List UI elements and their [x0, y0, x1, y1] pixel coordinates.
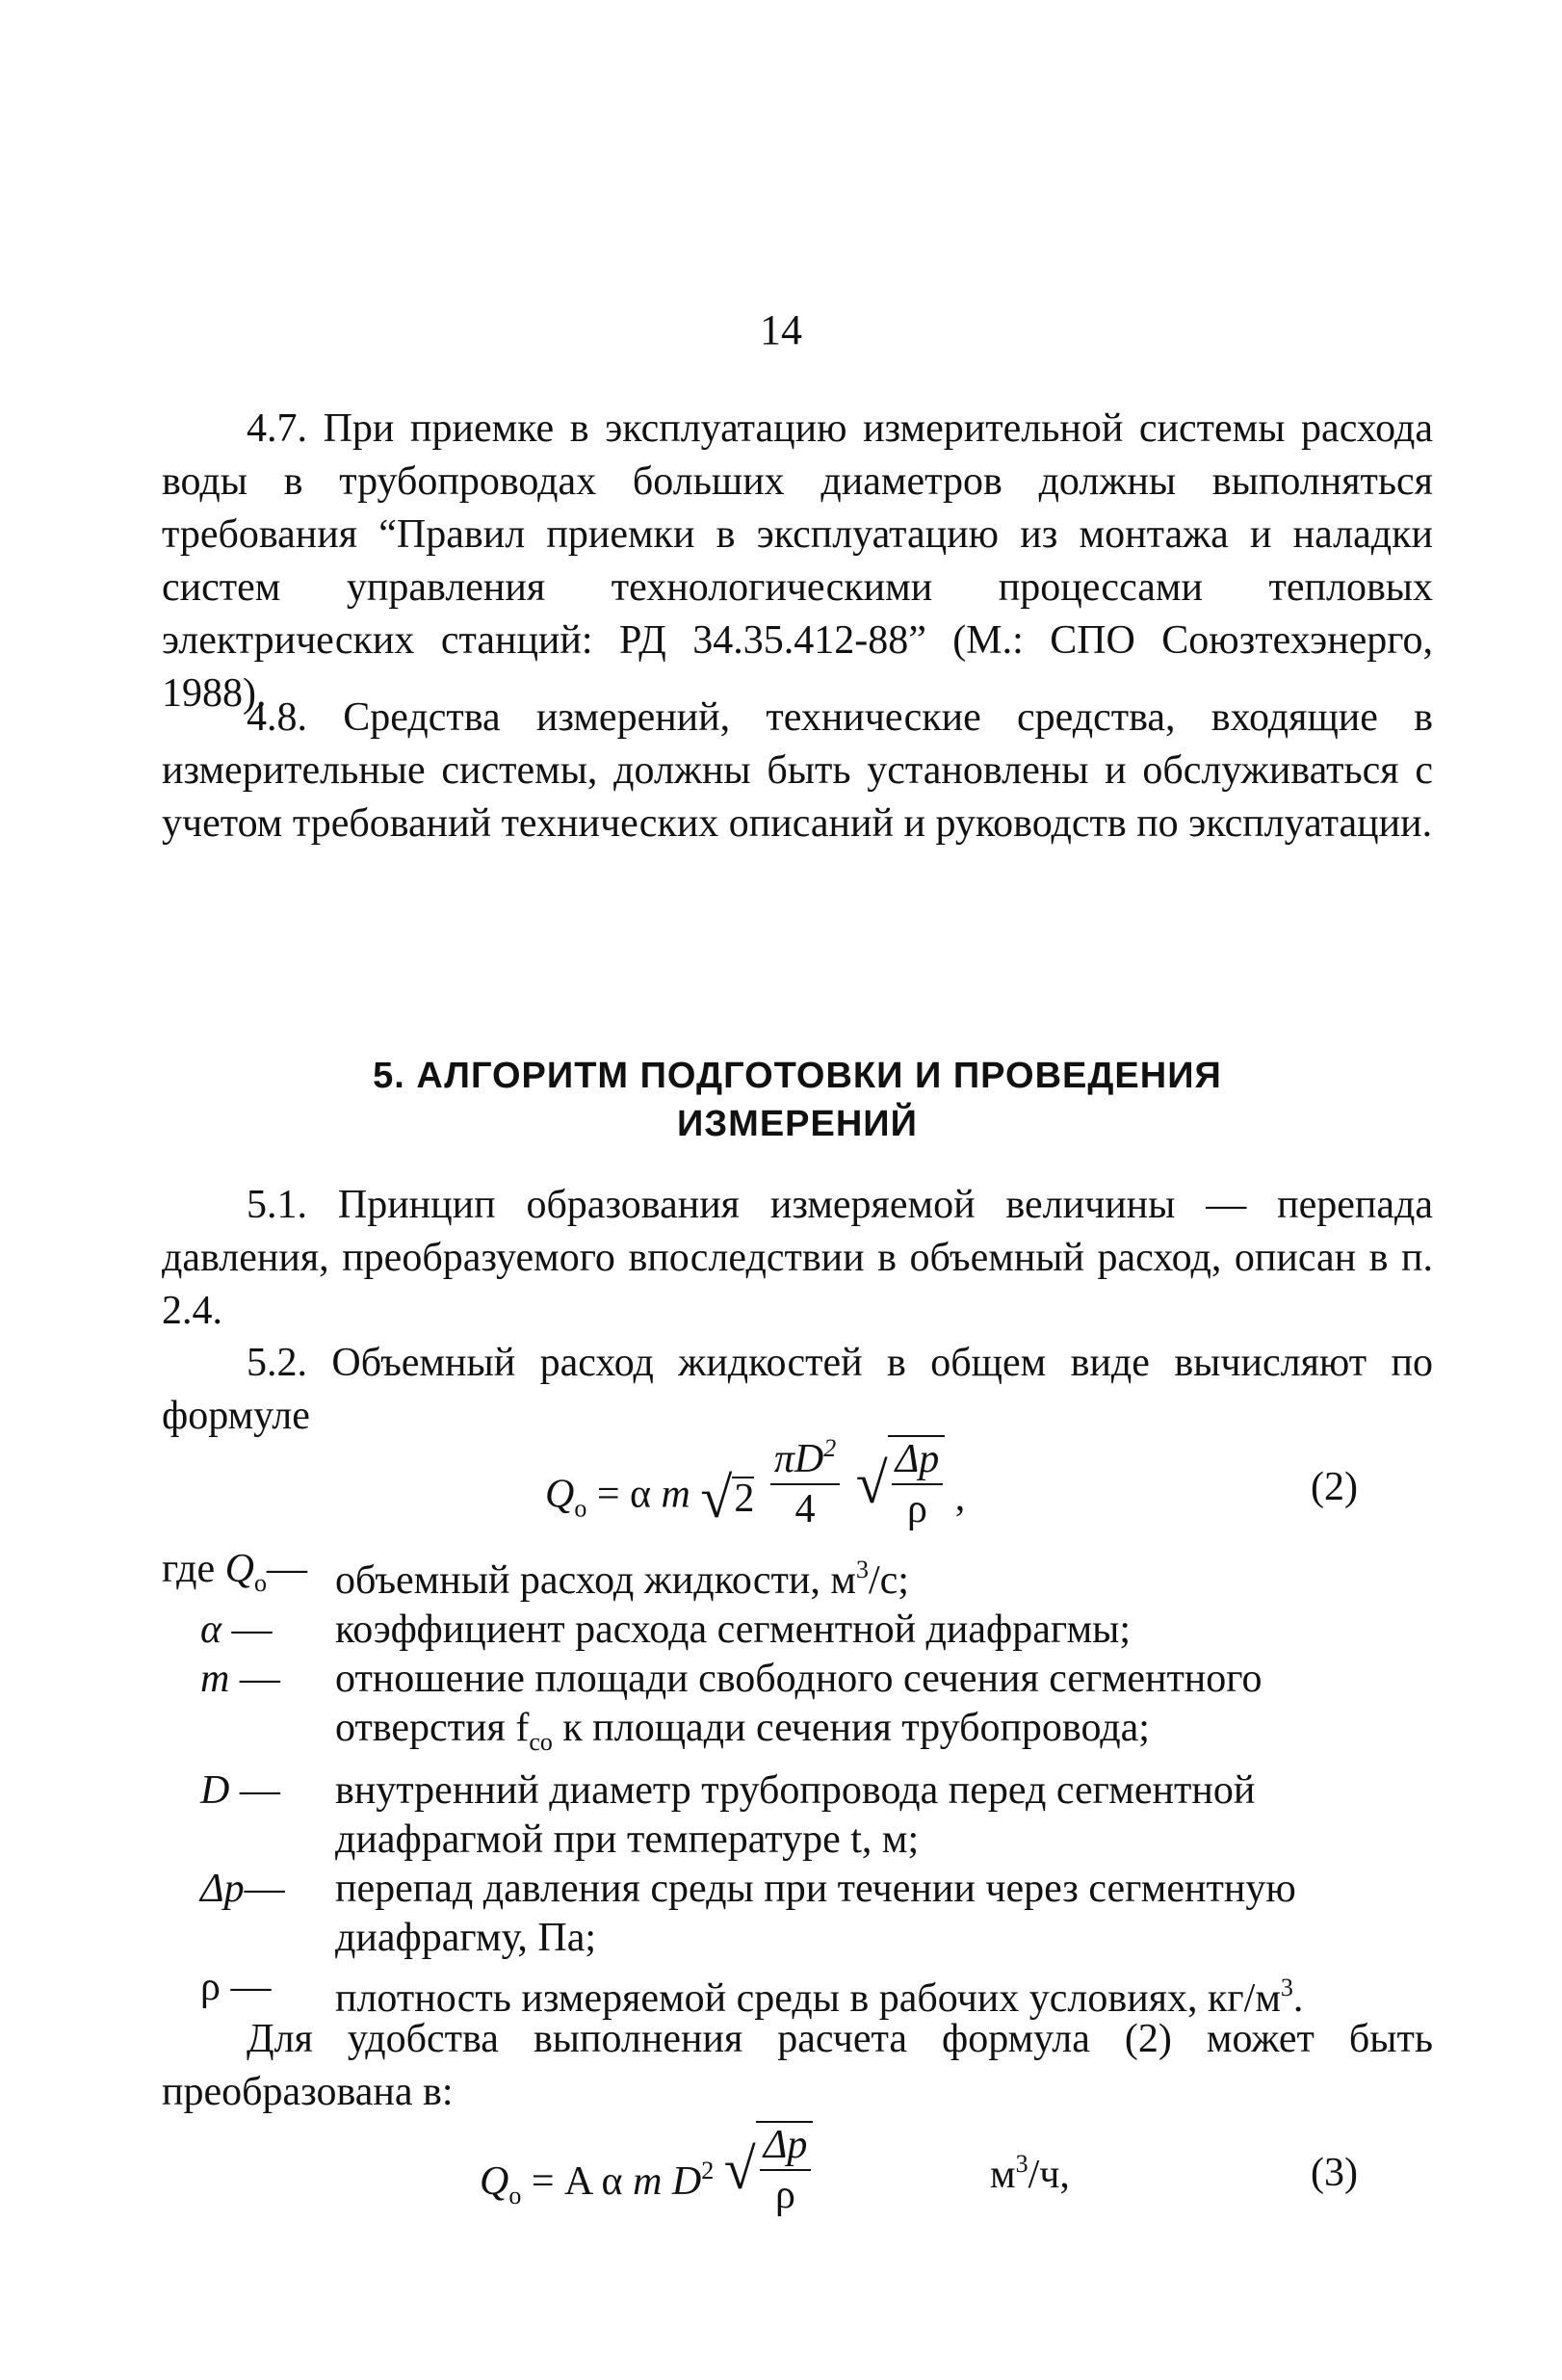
definition-dp-continued: [162, 1914, 1452, 1963]
symbol-definitions: [162, 1545, 1452, 2024]
definition-dash: —: [239, 1657, 280, 1701]
definition-m: [162, 1655, 1452, 1704]
formula-symbol-m: m: [633, 2159, 663, 2205]
definition-symbol: [200, 1865, 335, 1914]
definition-continuation: диафрагмой при температуре t, м;: [335, 1818, 920, 1862]
formula-sqrt-fraction: [856, 1435, 946, 1531]
formula-number: (3): [1311, 2151, 1358, 2195]
heading-line-2: ИЗМЕРЕНИЙ: [677, 1104, 918, 1144]
fraction-denominator: 4: [794, 1487, 816, 1532]
paragraph-text: 4.8. Средства измерений, технические средства, входящие в измерительные системы, должны быть установлены и обслуживаться с учетом требований технических описаний и руководств по эксплуатации.: [162, 695, 1433, 846]
definition-symbol: [200, 1655, 325, 1704]
definition-symbol: [200, 1766, 325, 1816]
definition-main: объемный расход жидкости, м: [335, 1558, 856, 1603]
definition-sup: 3: [1280, 1974, 1293, 2001]
definition-sup: 3: [855, 1556, 869, 1583]
formula-2-expression: [545, 1435, 965, 1531]
unit-sup: 3: [1015, 2150, 1028, 2178]
paragraph-4-7: [162, 403, 1433, 720]
definition-m-continued: [162, 1704, 1452, 1766]
symbol-text: α: [200, 1608, 222, 1652]
definition-text: отношение площади свободного сечения сегментного: [335, 1657, 1263, 1701]
formula-symbol-q: Q: [480, 2159, 509, 2205]
radicand-fraction: [760, 2123, 812, 2217]
paragraph-text: 4.7. При приемке в эксплуатацию измерительной системы расхода воды в трубопроводах больших диаметров должны выполняться требования “Правил приемки в эксплуатацию из монтажа и наладки систем управления технологическими процессами тепловых электрических станций: РД 34.35.412-88” (М.: СПО Союзтехэнерго, 1988).: [162, 406, 1433, 716]
paragraph-5-2: [162, 1337, 1433, 1443]
unit-end: /ч,: [1028, 2153, 1070, 2197]
definition-dp: [162, 1865, 1452, 1914]
definition-continuation: диафрагму, Па;: [335, 1916, 597, 1960]
formula-number: (2): [1311, 1465, 1358, 1509]
formula-subscript: о: [508, 2182, 522, 2210]
page-number: 14: [760, 306, 802, 353]
formula-sqrt-fraction: [724, 2121, 814, 2217]
section-heading: [162, 1052, 1433, 1148]
formula-3: [162, 2121, 1433, 2227]
radicand-fraction: [892, 1437, 944, 1531]
radical-sign: √: [700, 1466, 733, 1530]
definition-dash: —: [244, 1867, 285, 1911]
formula-equals-alpha: = α: [596, 1472, 652, 1517]
radicand: [888, 1435, 946, 1531]
symbol-text: D: [200, 1768, 230, 1813]
radical-sign: √: [723, 2137, 756, 2202]
continuation-text: отверстия f: [335, 1706, 530, 1750]
definition-symbol: [200, 1963, 325, 2012]
numerator-sup: 2: [823, 1434, 837, 1462]
definition-main: плотность измеряемой среды в рабочих условиях, кг/м: [335, 1976, 1281, 2021]
definition-symbol-wrap: [200, 1606, 325, 1655]
formula-symbol-m: m: [661, 1472, 690, 1517]
formula-3-expression: [480, 2121, 813, 2217]
definition-d: [162, 1766, 1452, 1816]
definition-dash: —: [267, 1547, 307, 1591]
formula-sqrt-2: [700, 1466, 755, 1530]
fraction-numerator: Δp: [892, 1437, 944, 1485]
heading-line-1: 5. АЛГОРИТМ ПОДГОТОВКИ И ПРОВЕДЕНИЯ: [373, 1056, 1222, 1096]
paragraph-text: 5.2. Объемный расход жидкостей в общем виде вычисляют по формуле: [162, 1341, 1433, 1438]
definition-end: /с;: [868, 1558, 909, 1603]
paragraph-4-8: [162, 692, 1433, 850]
definition-dash: —: [239, 1768, 280, 1813]
fraction-denominator: ρ: [906, 1487, 927, 1532]
definition-alpha: [162, 1606, 1452, 1655]
formula-unit: [990, 2150, 1070, 2198]
paragraph-text: 5.1. Принцип образования измеряемой величины — перепада давления, преобразуемого впоследствии в объемный расход, описан в п. 2.4.: [162, 1183, 1433, 1333]
paragraph-transform: [162, 2013, 1433, 2119]
radicand: [756, 2121, 814, 2217]
continuation-sub: со: [529, 1728, 553, 1756]
symbol-sub: о: [254, 1569, 267, 1597]
definition-continuation: [335, 1706, 1150, 1756]
formula-equals-a-alpha: = A α: [531, 2159, 623, 2205]
definition-end: .: [1292, 1976, 1304, 2021]
formula-subscript: о: [574, 1494, 587, 1523]
formula-trailing-comma: ,: [954, 1476, 966, 1521]
formula-superscript: 2: [701, 2157, 715, 2185]
definition-text: [335, 1558, 909, 1603]
symbol-text: m: [200, 1657, 230, 1701]
formula-symbol-q: Q: [545, 1472, 575, 1517]
definition-q: [162, 1545, 1452, 1606]
paragraph-text: Для удобства выполнения расчета формула (2) может быть преобразована в:: [162, 2017, 1433, 2114]
radicand: 2: [734, 1477, 755, 1522]
definition-dash: —: [230, 1965, 272, 2009]
symbol-text: ρ: [200, 1965, 221, 2009]
definition-dash: —: [231, 1608, 273, 1652]
definition-symbol: [162, 1545, 335, 1608]
formula-2: [162, 1435, 1433, 1541]
definition-text: коэффициент расхода сегментной диафрагмы;: [335, 1608, 1132, 1652]
fraction-numerator: Δp: [760, 2123, 812, 2171]
definition-d-continued: [162, 1816, 1452, 1865]
numerator-text: πD: [773, 1437, 824, 1481]
definition-text: перепад давления среды при течении через сегментную: [335, 1867, 1296, 1911]
paragraph-5-1: [162, 1179, 1433, 1338]
definition-intro: где: [162, 1547, 216, 1591]
definition-text: внутренний диаметр трубопровода перед сегментной: [335, 1768, 1256, 1813]
symbol-text: Q: [224, 1547, 254, 1591]
continuation-end: к площади сечения трубопровода;: [552, 1706, 1150, 1750]
fraction-numerator: [770, 1435, 840, 1485]
radical-sign: √: [855, 1452, 888, 1516]
fraction-denominator: ρ: [775, 2173, 795, 2218]
formula-fraction-pi-d: [770, 1435, 840, 1531]
formula-symbol-d: D: [671, 2159, 702, 2205]
unit-text: м: [990, 2153, 1016, 2197]
symbol-text: Δp: [200, 1867, 245, 1911]
